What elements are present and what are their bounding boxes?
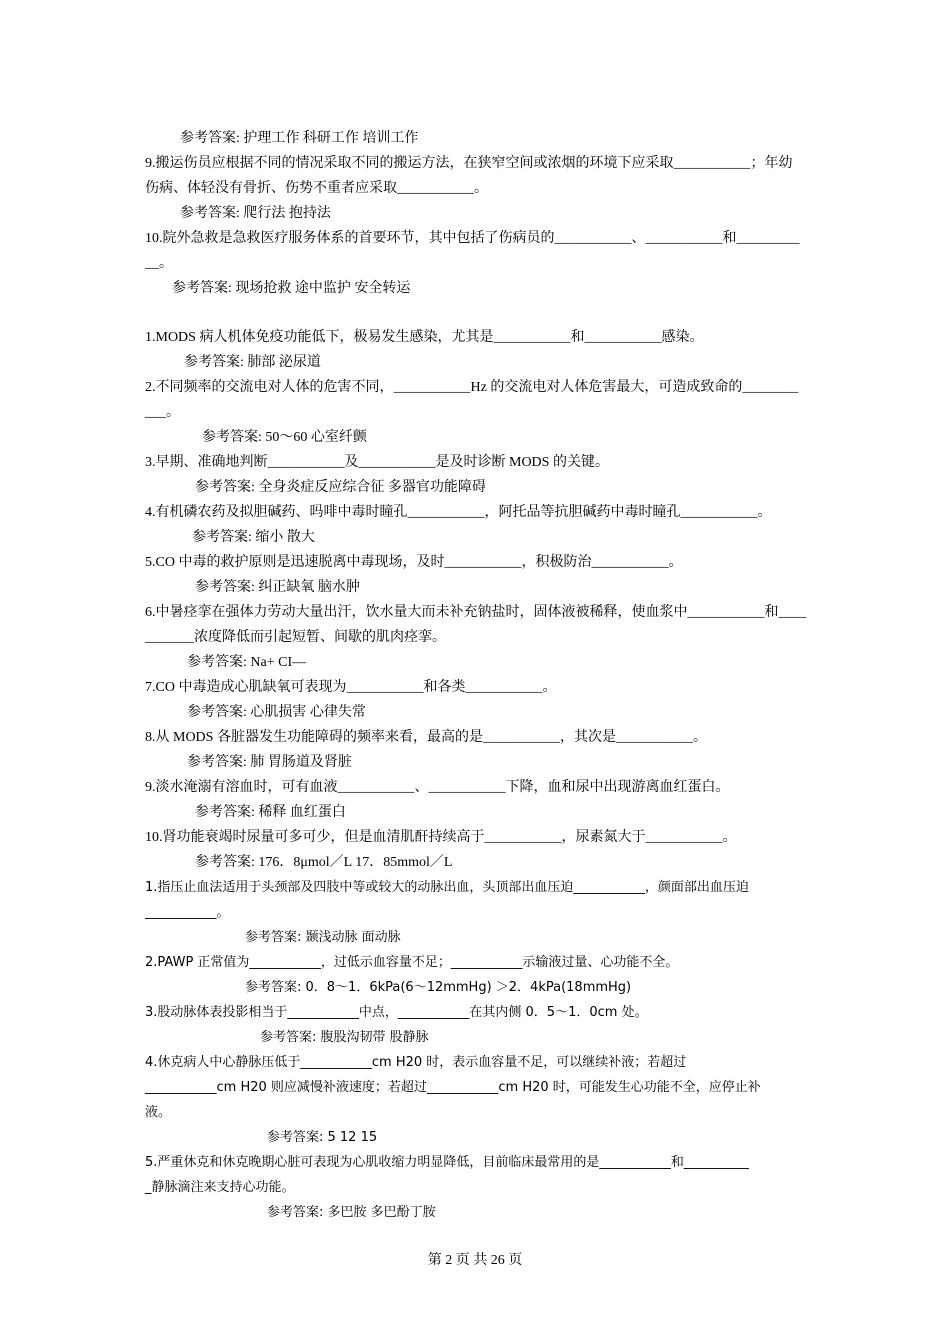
text-line: 参考答案: 全身炎症反应综合征 多器官功能障碍 <box>195 480 486 495</box>
text-line: 参考答案: 现场抢救 途中监护 安全转运 <box>172 281 411 296</box>
text-line: 参考答案: 多巴胺 多巴酚丁胺 <box>267 1205 436 1220</box>
text-line: 参考答案: 5 12 15 <box>267 1130 378 1145</box>
text-line: 参考答案: Na+ CI— <box>187 655 307 670</box>
text-line: ___________。 <box>145 905 230 920</box>
text-line: 10.肾功能衰竭时尿量可多可少，但是血清肌酐持续高于___________，尿素氮大于___________。 <box>145 830 737 845</box>
text-line: 2.不同频率的交流电对人体的危害不同，___________Hz 的交流电对人体危害最大，可造成致命的________ <box>145 380 799 395</box>
text-line: 3.早期、准确地判断___________及___________是及时诊断 MODS 的关键。 <box>145 455 609 470</box>
text-line: 参考答案: 心肌损害 心律失常 <box>187 705 366 720</box>
text-line: 参考答案: 纠正缺氧 脑水肿 <box>195 580 360 595</box>
text-line: 参考答案: 肺部 泌尿道 <box>184 355 321 370</box>
text-line: 参考答案: 肺 胃肠道及肾脏 <box>187 755 352 770</box>
page-footer: 第 2 页 共 26 页 <box>427 1253 523 1268</box>
text-line: 5.严重休克和休克晚期心脏可表现为心肌收缩力明显降低，目前临床最常用的是___________和__________ <box>145 1155 749 1170</box>
text-line: 1.指压止血法适用于头颈部及四肢中等或较大的动脉出血，头顶部出血压迫___________，颜面部出血压迫 <box>145 880 749 895</box>
text-line: 7.CO 中毒造成心肌缺氧可表现为___________和各类___________。 <box>145 680 557 695</box>
text-line: 4.休克病人中心静脉压低于___________cm H20 时，表示血容量不足，可以继续补液；若超过 <box>145 1055 687 1070</box>
text-line: 参考答案: 爬行法 抱持法 <box>180 206 331 221</box>
text-line: ___________cm H20 则应减慢补液速度；若超过___________cm H20 时，可能发生心功能不全，应停止补 <box>145 1080 761 1095</box>
text-line: 参考答案: 50～60 心室纤颤 <box>202 430 367 445</box>
text-line: 参考答案: 颞浅动脉 面动脉 <box>245 930 401 945</box>
text-line: 参考答案: 176．8μmol／L 17．85mmol／L <box>195 855 453 870</box>
text-line: 3.股动脉体表投影相当于___________中点，___________在其内侧 0．5～1．0cm 处。 <box>145 1005 648 1020</box>
text-line: _静脉滴注来支持心功能。 <box>145 1180 295 1195</box>
text-line: 参考答案: 0．8～1．6kPa(6～12mmHg) ＞2．4kPa(18mmHg) <box>245 980 632 995</box>
text-line: 液。 <box>145 1105 172 1120</box>
text-line: 9.淡水淹溺有溶血时，可有血液___________、___________下降，血和尿中出现游离血红蛋白。 <box>145 780 730 795</box>
text-line: 2.PAWP 正常值为___________，过低示血容量不足；___________示输液过量、心功能不全。 <box>145 955 679 970</box>
text-line: 参考答案: 缩小 散大 <box>192 530 315 545</box>
text-line: 6.中暑痉挛在强体力劳动大量出汗，饮水量大而未补充钠盐时，固体液被稀释，使血浆中___________和____ <box>145 605 807 620</box>
text-line: 5.CO 中毒的救护原则是迅速脱离中毒现场，及时___________，积极防治___________。 <box>145 555 683 570</box>
text-line: 10.院外急救是急救医疗服务体系的首要环节，其中包括了伤病员的___________、___________和_________ <box>145 231 800 246</box>
text-line: 1.MODS 病人机体免疫功能低下，极易发生感染，尤其是___________和___________感染。 <box>145 330 704 345</box>
text-line: 9.搬运伤员应根据不同的情况采取不同的搬运方法，在狭窄空间或浓烟的环境下应采取___________；年幼 <box>145 156 793 171</box>
text-line: 参考答案: 腹股沟韧带 股静脉 <box>260 1030 429 1045</box>
text-line: 4.有机磷农药及拟胆碱药、吗啡中毒时瞳孔___________，阿托品等抗胆碱药中毒时瞳孔___________。 <box>145 505 772 520</box>
text-line: 8.从 MODS 各脏器发生功能障碍的频率来看，最高的是___________，其次是___________。 <box>145 730 707 745</box>
text-line: 伤病、体轻没有骨折、伤势不重者应采取___________。 <box>145 181 488 196</box>
text-line: _______浓度降低而引起短暂、间歇的肌肉痉挛。 <box>145 630 446 645</box>
text-line: __。 <box>145 256 173 271</box>
text-line: 参考答案: 护理工作 科研工作 培训工作 <box>180 131 419 146</box>
text-line: ___。 <box>145 405 180 420</box>
text-line: 参考答案: 稀释 血红蛋白 <box>195 805 346 820</box>
